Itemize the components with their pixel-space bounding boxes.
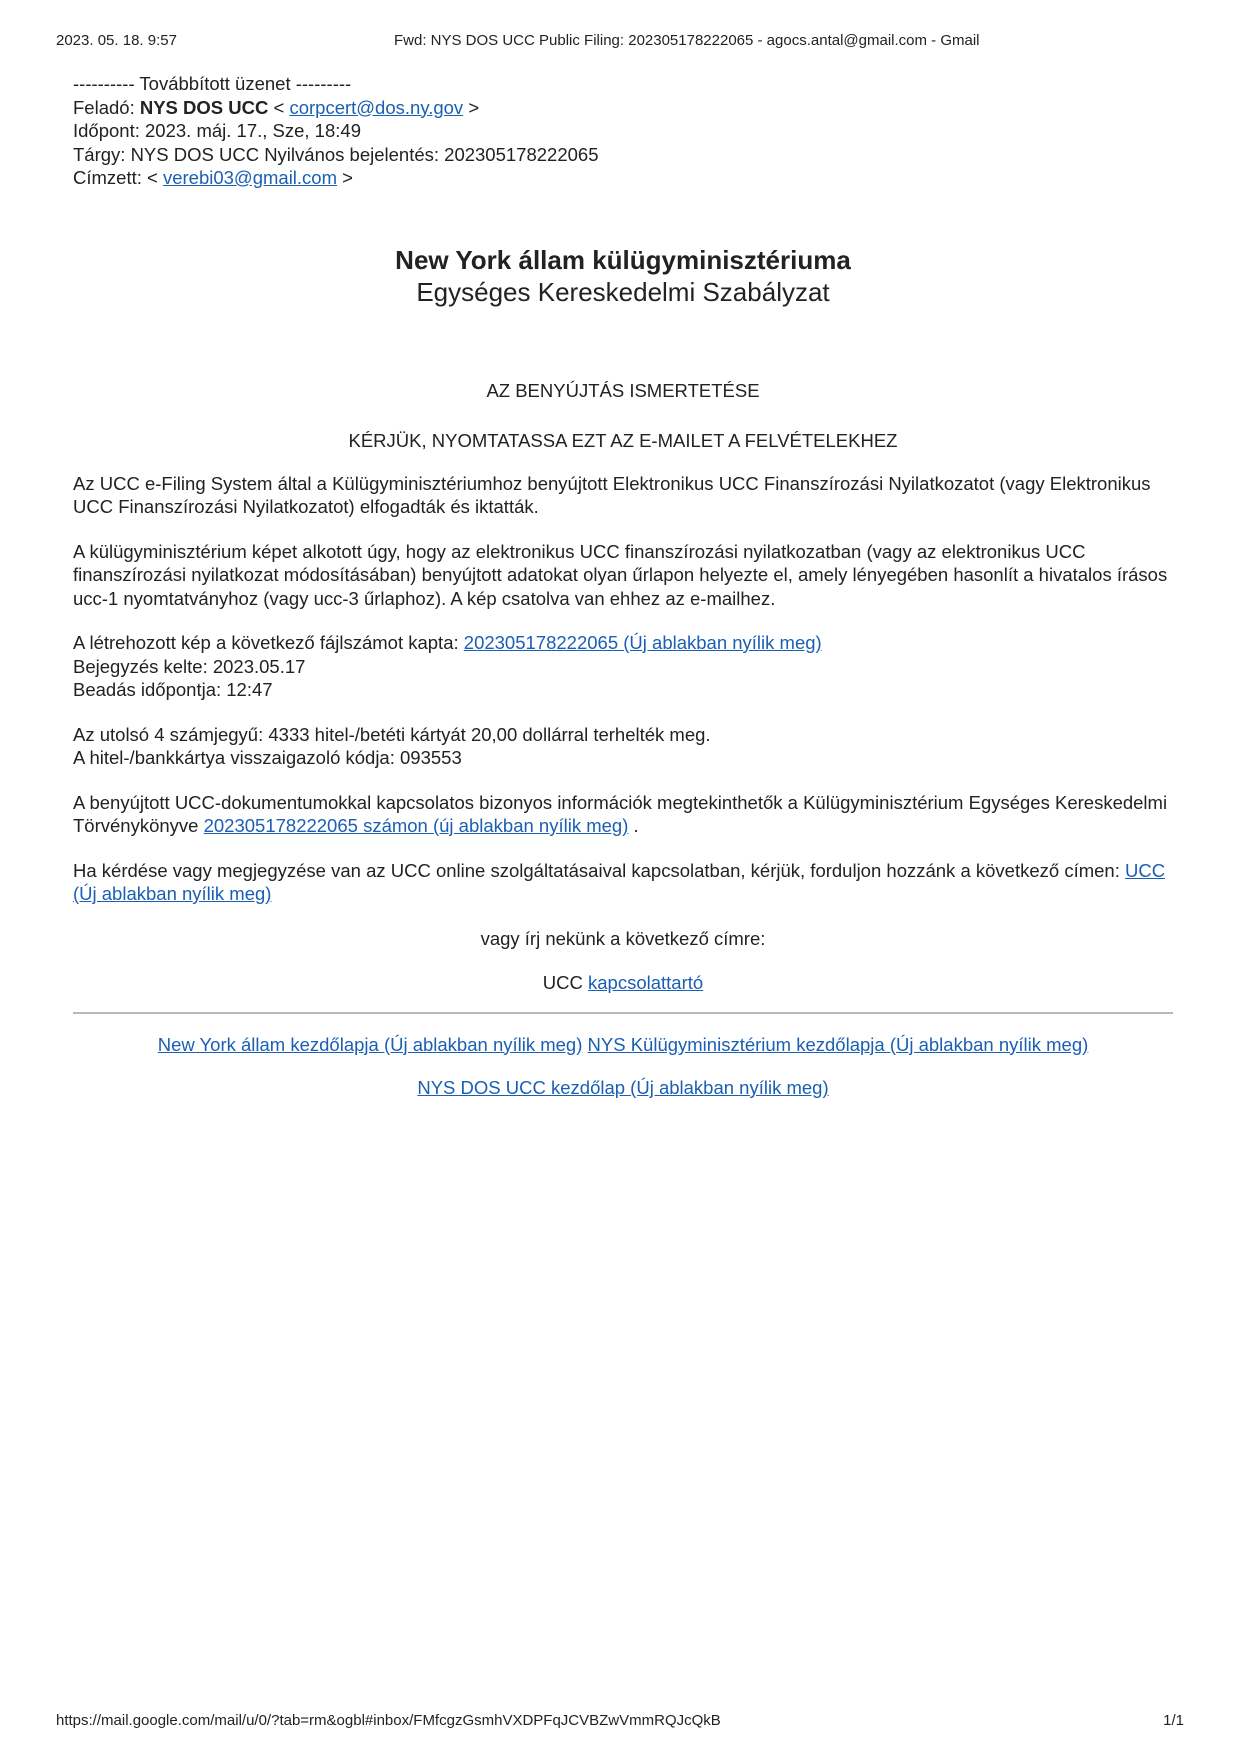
contact-text: Ha kérdése vagy megjegyzése van az UCC online szolgáltatásaival kapcsolatban, kérjük, forduljon hozzánk a következő címen: [73, 859, 1120, 881]
paragraph-image: A külügyminisztérium képet alkotott úgy, hogy az elektronikus UCC finanszírozási nyilatkozatban (vagy az elektronikus UCC finanszírozási nyilatkozat módosításában) benyújtott adatokat olyan űrlapon helyezte el, amely lényegében hasonlít a hivatalos írásos ucc-1 nyomtatványhoz (vagy ucc-3 űrlaphoz). A kép csatolva van ehhez az e-mailhez. [73, 540, 1168, 609]
contact-line [73, 971, 1173, 995]
info-text: A benyújtott UCC-dokumentumokkal kapcsolatos bizonyos információk megtekinthetők a Külügyminisztérium Egységes Kereskedelmi Törvénykönyve [73, 791, 1168, 836]
footer-links-row [73, 1033, 1173, 1057]
entry-date: Bejegyzés kelte: 2023.05.17 [73, 655, 306, 677]
forwarded-header [73, 72, 1173, 190]
heading-subtitle: Egységes Kereskedelmi Szabályzat [416, 276, 830, 307]
forward-marker: ---------- Továbbított üzenet --------- [73, 73, 352, 94]
ny-home-link[interactable]: New York állam kezdőlapja (Új ablakban nyílik meg) [157, 1033, 583, 1055]
print-page-title: Fwd: NYS DOS UCC Public Filing: 202305178222065 - agocs.antal@gmail.com - Gmail [394, 32, 980, 49]
paragraph-accepted: Az UCC e-Filing System által a Külügyminisztériumhoz benyújtott Elektronikus UCC Finanszírozási Nyilatkozatot (vagy Elektronikus UCC Finanszírozási Nyilatkozatot) elfogadták és iktatták. [73, 472, 1151, 517]
to-label: Címzett: < [73, 167, 158, 188]
heading-title: New York állam külügyminisztériuma [395, 244, 851, 275]
paragraph-payment [73, 723, 1173, 770]
from-close-bracket: > [468, 96, 480, 118]
email-body [73, 72, 1173, 1100]
to-email-link[interactable]: verebi03@gmail.com [162, 167, 338, 188]
from-name: NYS DOS UCC [139, 96, 269, 118]
subject-line: Tárgy: NYS DOS UCC Nyilvános bejelentés: 202305178222065 [73, 143, 599, 165]
dos-home-link[interactable]: NYS Külügyminisztérium kezdőlapja (Új ablakban nyílik meg) [587, 1033, 1089, 1055]
print-date: 2023. 05. 18. 9:57 [56, 32, 177, 49]
from-label: Feladó: [73, 96, 135, 118]
footer-links-row-2 [73, 1076, 1173, 1100]
print-url: https://mail.google.com/mail/u/0/?tab=rm&ogbl#inbox/FMfcgzGsmhVXDPFqJCVBZwVmmRQJcQkB [56, 1712, 721, 1729]
to-close-bracket: > [342, 167, 353, 188]
contact-prefix: UCC [542, 972, 583, 993]
to-line [73, 166, 1173, 190]
ucc-online-link[interactable]: UCC (Új ablakban nyílik meg) [73, 859, 1166, 904]
file-number-text: A létrehozott kép a következő fájlszámot kapta: [73, 632, 459, 653]
print-notice: KÉRJÜK, NYOMTATASSA EZT AZ E-MAILET A FELVÉTELEKHEZ [348, 430, 898, 451]
submit-time: Beadás időpontja: 12:47 [73, 679, 273, 700]
print-header [56, 32, 1184, 52]
date-line: Időpont: 2023. máj. 17., Sze, 18:49 [73, 120, 361, 141]
write-us: vagy írj nekünk a következő címre: [480, 927, 766, 949]
info-end: . [633, 815, 639, 836]
from-open-bracket: < [273, 96, 285, 118]
paragraph-file-number [73, 631, 1173, 702]
from-line [73, 96, 1173, 120]
document-heading [73, 244, 1173, 308]
page-number: 1/1 [1163, 1712, 1184, 1729]
section-title: AZ BENYÚJTÁS ISMERTETÉSE [486, 379, 760, 401]
from-email-link[interactable]: corpcert@dos.ny.gov [289, 96, 464, 118]
print-footer [56, 1712, 1184, 1732]
divider [73, 1012, 1173, 1014]
file-number-link[interactable]: 202305178222065 (Új ablakban nyílik meg) [463, 632, 822, 653]
contact-link[interactable]: kapcsolattartó [588, 972, 704, 993]
paragraph-contact [73, 859, 1173, 906]
paragraph-info [73, 791, 1173, 838]
payment-confirmation: A hitel-/bankkártya visszaigazoló kódja: 093553 [73, 747, 462, 768]
payment-charge: Az utolsó 4 számjegyű: 4333 hitel-/betéti kártyát 20,00 dollárral terhelték meg. [73, 723, 711, 745]
info-link[interactable]: 202305178222065 számon (új ablakban nyílik meg) [203, 815, 629, 836]
ucc-home-link[interactable]: NYS DOS UCC kezdőlap (Új ablakban nyílik meg) [417, 1077, 829, 1098]
